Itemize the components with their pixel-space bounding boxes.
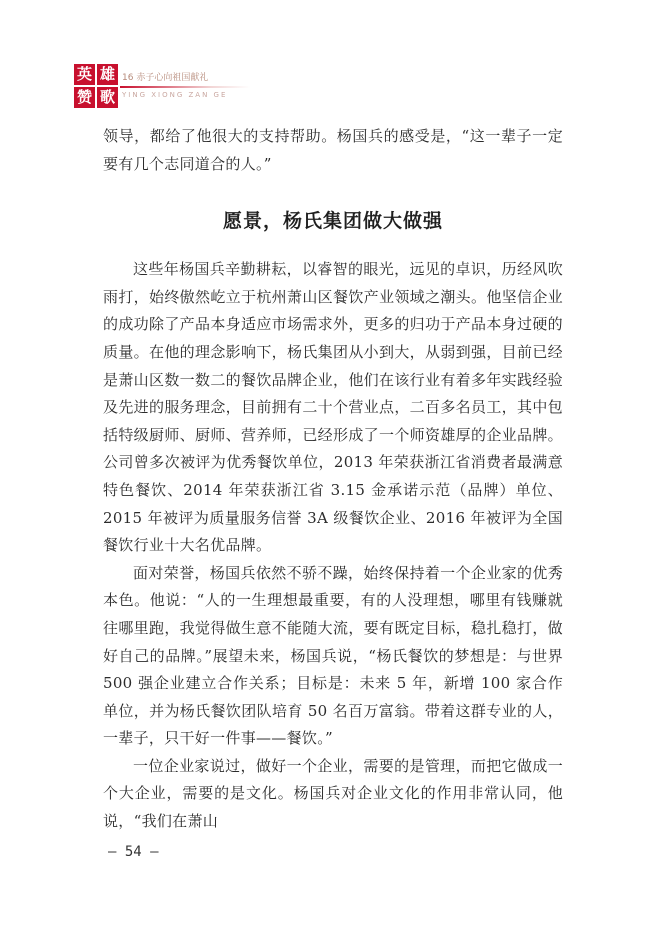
- logo-char-3: 赞: [74, 87, 95, 108]
- section-title: 愿景，杨氏集团做大做强: [222, 210, 443, 233]
- logo-char-1: 英: [74, 64, 95, 85]
- series-logo: [74, 64, 118, 108]
- logo-char-4: 歌: [97, 87, 118, 108]
- running-header: [74, 64, 254, 110]
- header-subtitle: 16 赤子心向祖国献礼: [122, 73, 209, 83]
- page-body: [103, 123, 563, 836]
- paragraph-continued: 领导，都给了他很大的支持帮助。杨国兵的感受是，“这一辈子一定要有几个志同道合的人。”: [103, 127, 563, 173]
- paragraph-2: 面对荣誉，杨国兵依然不骄不躁，始终保持着一个企业家的优秀本色。他说：“人的一生理想最重要，有的人没理想，哪里有钱赚就往哪里跑，我觉得做生意不能随大流，要有既定目标，稳扎稳打，做好自己的品牌。”展望未来，杨国兵说，“杨氏餐饮的梦想是：与世界 500 强企业建立合作关系；目标是：未来 5 年，新增 100 家合作单位，并为杨氏餐饮团队培育 50 名百万富翁。带着这群专业的人，一辈子，只干好一件事——餐饮。”: [103, 563, 563, 748]
- page-number: — 54 —: [108, 844, 159, 860]
- paragraph-3: 一位企业家说过，做好一个企业，需要的是管理，而把它做成一个大企业，需要的是文化。杨国兵对企业文化的作用非常认同，他说，“我们在萧山: [103, 756, 563, 831]
- header-divider: [120, 86, 250, 88]
- logo-char-2: 雄: [97, 64, 118, 85]
- header-pinyin: YING XIONG ZAN GE: [122, 91, 228, 99]
- paragraph-1: 这些年杨国兵辛勤耕耘，以睿智的眼光，远见的卓识，历经风吹雨打，始终傲然屹立于杭州萧山区餐饮产业领域之潮头。他坚信企业的成功除了产品本身适应市场需求外，更多的归功于产品本身过硬的质量。在他的理念影响下，杨氏集团从小到大，从弱到强，目前已经是萧山区数一数二的餐饮品牌企业，他们在该行业有着多年实践经验及先进的服务理念，目前拥有二十个营业点，二百多名员工，其中包括特级厨师、厨师、营养师，已经形成了一个师资雄厚的企业品牌。公司曾多次被评为优秀餐饮单位，2013 年荣获浙江省消费者最满意特色餐饮、2014 年荣获浙江省 3.15 金承诺示范（品牌）单位、2015 年被评为质量服务信誉 3A 级餐饮企业、2016 年被评为全国餐饮行业十大名优品牌。: [103, 260, 563, 555]
